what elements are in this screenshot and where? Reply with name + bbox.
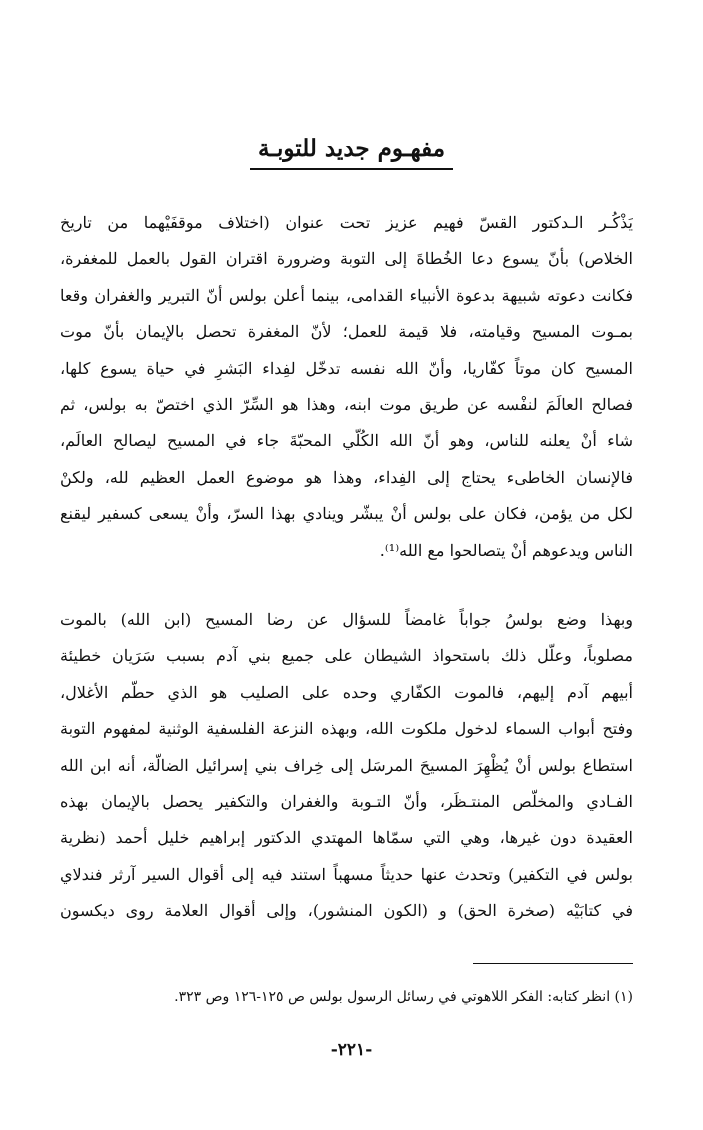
text-line: العقيدة دون غيرها، وهي التي سمّاها المهتدي الدكتور إبراهيم خليل أحمد (نظرية xyxy=(60,828,633,848)
paragraph-1 xyxy=(60,205,633,569)
text-line: في كتابَيْه (صخرة الحق) و (الكون المنشور)، وإلى أقوال العلامة روى ديكسون xyxy=(60,901,633,921)
text-line: مصلوباً، وعلّل ذلك باستحواذ الشيطان على جميع بني آدم بسبب سَرَيان خطيئة xyxy=(60,646,633,666)
text-line: وفتح أبواب السماء لدخول ملكوت الله، وبهذه النزعة الفلسفية الوثنية لمفهوم التوبة xyxy=(60,719,633,739)
text-line: فكانت دعوته شبيهة بدعوة الأنبياء القدامى، بينما أعلن بولس أنّ التبرير والغفران وقعا xyxy=(60,285,633,305)
text-line: بمـوت المسيح وقيامته، فلا قيمة للعمل؛ لأنّ المغفرة تحصل بالإيمان بأنّ موت xyxy=(60,322,633,342)
text-line: فالإنسان الخاطىء يحتاج إلى الفِداء، وهذا هو موضوع العمل العظيم لله، ولكنْ xyxy=(60,467,633,487)
text-line: شاء أنْ يعلنه للناس، وهو أنّ الله الكُلّي المحبّةَ جاء في المسيح ليصالح العالَم، xyxy=(60,431,633,451)
text-line: فصالح العالَمَ لنفْسه عن طريق موت ابنه، وهذا هو السِّرّ الذي اختصّ به بولس، ثم xyxy=(60,395,633,415)
text-line: المسيح كان موتاً كفّاريا، وأنّ الله نفسه تدخّل لفِداء البَشرِ في حياة يسوع كلها، xyxy=(60,358,633,378)
page-number: -٢٢١- xyxy=(330,1040,373,1060)
paragraph-2 xyxy=(60,602,633,930)
text-line: استطاع بولس أنْ يُظْهِرَ المسيحَ المرسَل إلى خِراف بني إسرائيل الضالّة، أنه ابن الله xyxy=(60,755,633,775)
footnote-divider xyxy=(473,963,633,964)
text-line: أبيهم آدم إليهم، فالموت الكفّاري وحده على الصليب هو الذي حطّم الأغلال، xyxy=(60,682,633,702)
text-line: الفـادي والمخلّص المنتـظَر، وأنّ التـوبة والغفران والتكفير يحصل بالإيمان بهذه xyxy=(60,792,633,812)
text-line: يَذْكُـر الـدكتور القسّ فهيم عزيز تحت عنوان (اختلاف موقفَيْهما من تاريخ xyxy=(60,213,633,232)
text-line: الناس ويدعوهم أنْ يتصالحوا مع الله⁽¹⁾. xyxy=(379,540,633,560)
footnote: (١) انظر كتابه: الفكر اللاهوتي في رسائل الرسول بولس ص ١٢٥-١٢٦ وص ٣٢٣. xyxy=(174,989,633,1005)
text-line: الخلاص) بأنّ يسوع دعا الخُطاةَ إلى التوبة وضرورة اقتران القول بالعمل للمغفرة، xyxy=(60,249,633,269)
page-title xyxy=(0,132,703,170)
text-line: لكل من يؤمن، فكان على بولس أنْ يبشّر وينادي بهذا السرّ، وأنْ يسعى كسفير ليقنع xyxy=(60,504,633,524)
text-line: بولس في التكفير) وتحدث عنها حديثاً مسهباً استند فيه إلى أقوال السير آرثر فندلاي xyxy=(60,864,633,884)
page-title-text: مفهـوم جديد للتوبـة xyxy=(250,132,453,170)
text-line: وبهذا وضع بولسُ جواباً غامضاً للسؤال عن رضا المسيح (ابن الله) بالموت xyxy=(60,610,633,629)
